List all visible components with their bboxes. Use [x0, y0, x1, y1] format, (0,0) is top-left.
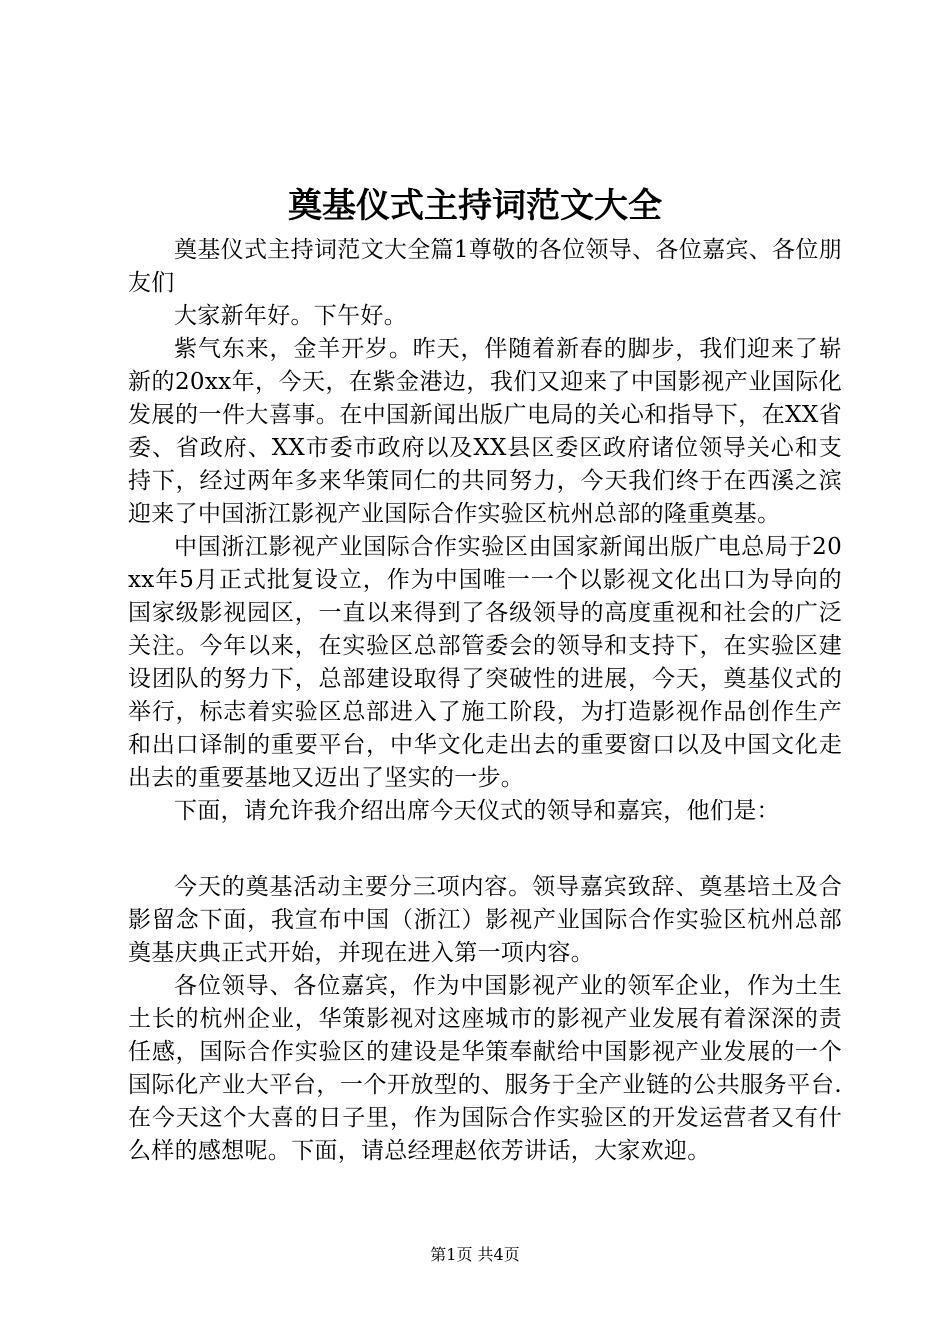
page-footer: 第1页 共4页 [430, 1245, 520, 1264]
document-title: 奠基仪式主持词范文大全 [288, 186, 662, 226]
paragraph: 大家新年好。下午好。 [174, 303, 407, 329]
paragraph: 各位领导、各位嘉宾，作为中国影视产业的领军企业，作为土生土长的杭州企业，华策影视对这座城市的影视产业发展有着深深的责任感，国际合作实验区的建设是华策奉献给中国影视产业发展的一个国际化产业大平台，一个开放型的、服务于全产业链的公共服务平台.在今天这个大喜的日子里，作为国际合作实验区的开发运营者又有什么样的感想呢。下面，请总经理赵依芳讲话，大家欢迎。 [128, 973, 842, 1164]
paragraph: 下面，请允许我介绍出席今天仪式的领导和嘉宾，他们是： [174, 798, 780, 824]
paragraph: 今天的奠基活动主要分三项内容。领导嘉宾致辞、奠基培土及合影留念下面，我宣布中国（浙江）影视产业国际合作实验区杭州总部奠基庆典正式开始，并现在进入第一项内容。 [128, 874, 842, 966]
document-body [128, 234, 842, 1168]
paragraph: 中国浙江影视产业国际合作实验区由国家新闻出版广电总局于20xx年5月正式批复设立，作为中国唯一一个以影视文化出口为导向的国家级影视园区，一直以来得到了各级领导的高度重视和社会的广泛关注。今年以来，在实验区总部管委会的领导和支持下，在实验区建设团队的努力下，总部建设取得了突破性的进展，今天，奠基仪式的举行，标志着实验区总部进入了施工阶段，为打造影视作品创作生产和出口译制的重要平台，中华文化走出去的重要窗口以及中国文化走出去的重要基地又迈出了坚实的一步。 [128, 534, 842, 791]
blank-line [128, 828, 842, 871]
paragraph: 奠基仪式主持词范文大全篇1尊敬的各位领导、各位嘉宾、各位朋友们 [128, 237, 842, 296]
paragraph: 紫气东来，金羊开岁。昨天，伴随着新春的脚步，我们迎来了崭新的20xx年，今天，在紫金港边，我们又迎来了中国影视产业国际化发展的一件大喜事。在中国新闻出版广电局的关心和指导下，在XX省委、省政府、XX市委市政府以及XX县区委区政府诸位领导关心和支持下，经过两年多来华策同仁的共同努力，今天我们终于在西溪之滨迎来了中国浙江影视产业国际合作实验区杭州总部的隆重奠基。 [128, 336, 842, 527]
